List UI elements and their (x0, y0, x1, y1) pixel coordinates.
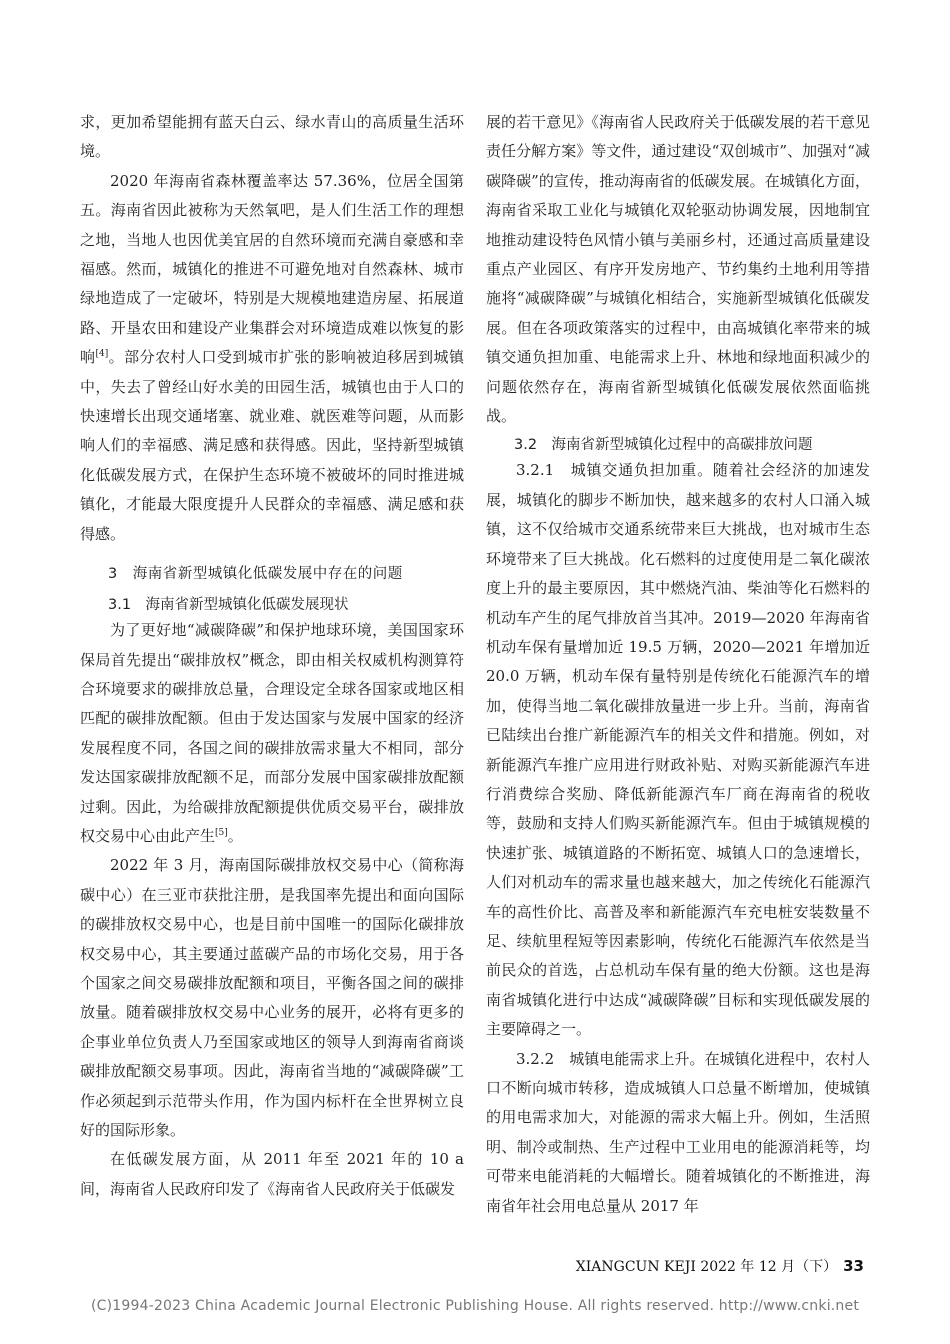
journal-name: XIANGCUN KEJI 2022 年 12 月（下） (575, 1259, 838, 1275)
citation-ref: [4] (95, 349, 109, 360)
paragraph (80, 616, 464, 851)
right-column (486, 108, 870, 1221)
citation-ref: [5] (215, 827, 228, 838)
paragraph: 3.2.1 城镇交通负担加重。随着社会经济的加速发展，城镇化的脚步不断加快，越来越多的农村人口涌入城镇，这不仅给城市交通系统带来巨大挑战，也对城市生态环境带来了巨大挑战。化石燃料的过度使用是二氧化碳浓度上升的最主要原因，其中燃烧汽油、柴油等化石燃料的机动车产生的尾气排放首当其冲。2019—2020 年海南省机动车保有量增加近 19.5 万辆，2020—2021 年增加近 20.0 万辆，机动车保有量特别是传统化石能源汽车的增加，使得当地二氧化碳排放量进一步上升。当前，海南省已陆续出台推广新能源汽车的相关文件和措施。例如，对新能源汽车推广应用进行财政补贴、对购买新能源汽车进行消费综合奖励、降低新能源汽车厂商在海南省的税收等，鼓励和支持人们购买新能源汽车。但由于城镇规模的快速扩张、城镇道路的不断拓宽、城镇人口的急速增长，人们对机动车的需求量也越来越大，加之传统化石能源汽车的高性价比、高普及率和新能源汽车充电桩安装数量不足、续航里程短等因素影响，传统化石能源汽车依然是当前民众的首选，占总机动车保有量的绝大份额。这也是海南省城镇化进行中达成“减碳降碳”目标和实现低碳发展的主要障碍之一。 (486, 461, 870, 1039)
paragraph-text: 。 (227, 826, 243, 845)
paragraph: 在低碳发展方面，从 2011 年至 2021 年的 10 a 间，海南省人民政府印发了《海南省人民政府关于低碳发 (80, 1150, 464, 1198)
paragraph: 2022 年 3 月，海南国际碳排放权交易中心（简称海碳中心）在三亚市获批注册，是我国率先提出和面向国际的碳排放权交易中心，也是目前中国唯一的国际化碳排放权交易中心，其主要通过蓝碳产品的市场化交易，用于各个国家之间交易碳排放配额和项目，平衡各国之间的碳排放量。随着碳排放权交易中心业务的展开，必将有更多的企事业单位负责人乃至国家或地区的领导人到海南省商谈碳排放配额交易事项。因此，海南省当地的“减碳降碳”工作必须起到示范带头作用，作为国内标杆在全世界树立良好的国际形象。 (80, 856, 464, 1139)
paragraph: 求，更加希望能拥有蓝天白云、绿水青山的高质量生活环境。 (80, 113, 464, 161)
paragraph-text: 2020 年海南省森林覆盖率达 57.36%，位居全国第五。海南省因此被称为天然氧吧，是人们生活工作的理想之地，当地人也因优美宜居的自然环境而充满自豪感和幸福感。然而，城镇化的推进不可避免地对自然森林、城市绿地造成了一定破坏，特别是大规模地建造房屋、拓展道路、开垦农田和建设产业集群会对环境造成难以恢复的影响 (80, 171, 464, 367)
paragraph-text: 为了更好地“减碳降碳”和保护地球环境，美国国家环保局首先提出“碳排放权”概念，即由相关权威机构测算符合环境要求的碳排放总量，合理设定全球各国家或地区相匹配的碳排放配额。但由于发达国家与发展中国家的经济发展程度不同，各国之间的碳排放需求量大不相同，部分发达国家碳排放配额不足，而部分发展中国家碳排放配额过剩。因此，为给碳排放配额提供优质交易平台，碳排放权交易中心由此产生 (80, 621, 464, 845)
paragraph-text: 。部分农村人口受到城市扩张的影响被迫移居到城镇中，失去了曾经山好水美的田园生活，城镇也由于人口的快速增长出现交通堵塞、就业难、就医难等问题，从而影响人们的幸福感、满足感和获得感。因此，坚持新型城镇化低碳发展方式，在保护生态环境不被破坏的同时推进城镇化，才能最大限度提升人民群众的幸福感、满足感和获得感。 (80, 348, 464, 543)
left-column (80, 108, 464, 1204)
subsection-heading: 3.2 海南省新型城镇化过程中的高碳排放问题 (514, 437, 813, 454)
paragraph (80, 167, 464, 549)
page-footer (576, 1256, 864, 1276)
paragraph: 3.2.2 城镇电能需求上升。在城镇化进程中，农村人口不断向城市转移，造成城镇人口总量不断增加，使城镇的用电需求加大，对能源的需求大幅上升。例如，生活照明、制冷或制热、生产过程中工业用电的能源消耗等，均可带来电能消耗的大幅增长。随着城镇化的不断推进，海南省年社会用电总量从 2017 年 (486, 1049, 870, 1215)
page-number: 33 (843, 1257, 864, 1275)
section-heading: 3 海南省新型城镇化低碳发展中存在的问题 (108, 566, 403, 583)
subsection-heading: 3.1 海南省新型城镇化低碳发展现状 (108, 597, 349, 614)
paragraph: 展的若干意见》《海南省人民政府关于低碳发展的若干意见责任分解方案》等文件，通过建设“双创城市”、加强对“减碳降碳”的宣传，推动海南省的低碳发展。在城镇化方面，海南省采取工业化与城镇化双轮驱动协调发展，因地制宜地推动建设特色风情小镇与美丽乡村，还通过高质量建设重点产业园区、有序开发房地产、节约集约土地利用等措施将“减碳降碳”与城镇化相结合，实施新型城镇化低碳发展。但在各项政策落实的过程中，由高城镇化率带来的城镇交通负担加重、电能需求上升、林地和绿地面积减少的问题依然存在，海南省新型城镇化低碳发展依然面临挑战。 (486, 113, 870, 426)
copyright-watermark: (C)1994-2023 China Academic Journal Electronic Publishing House. All rights reserved. http://www.cnki.net (90, 1298, 860, 1314)
